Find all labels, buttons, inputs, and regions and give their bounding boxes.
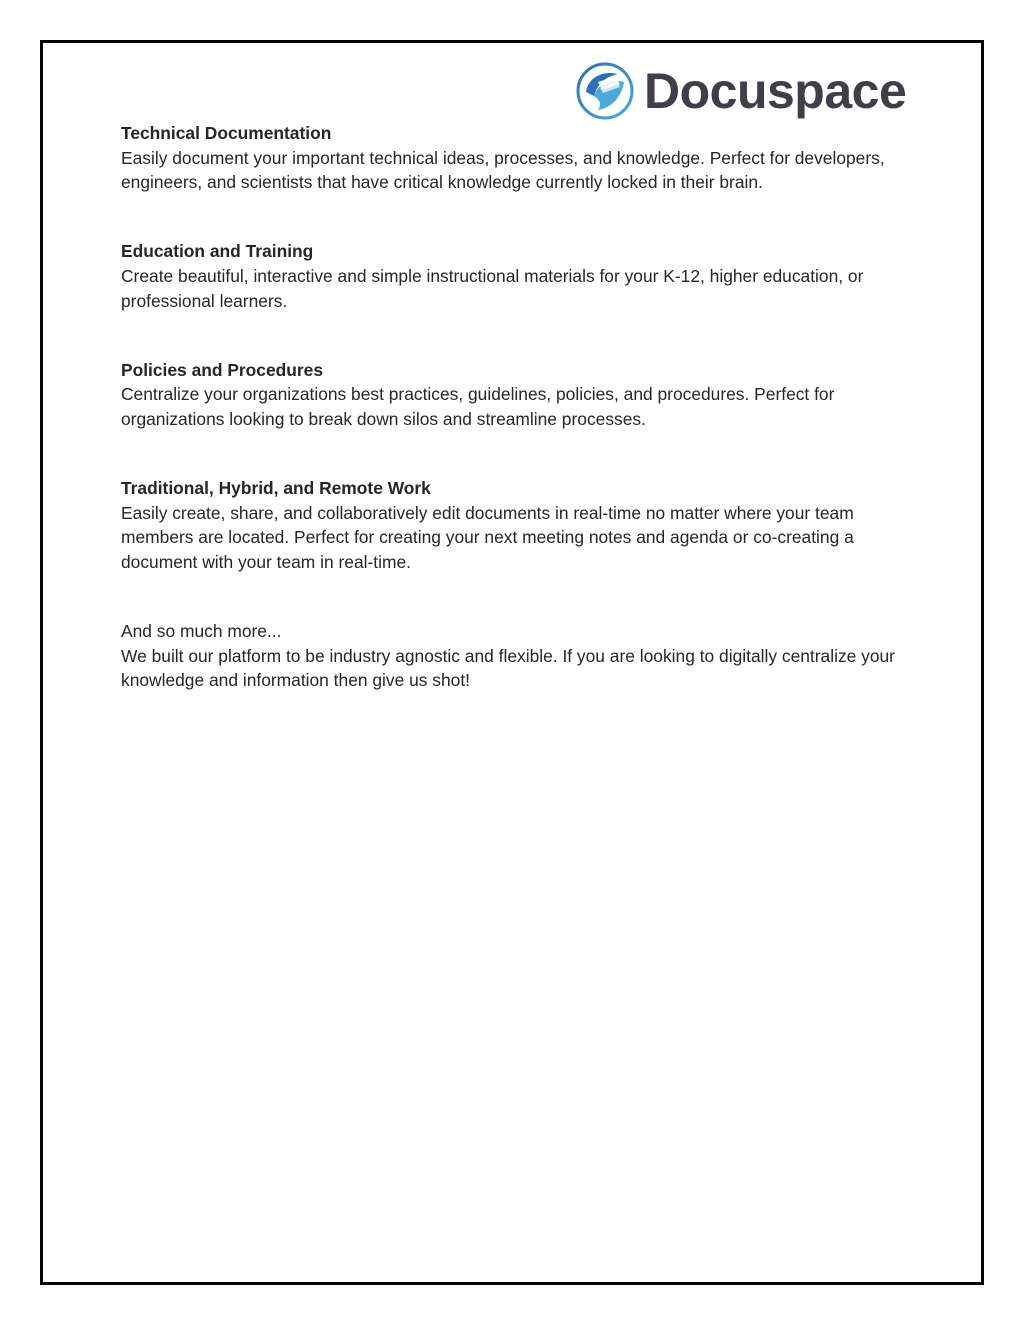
section-body: Centralize your organizations best practices, guidelines, policies, and procedures. Perfect for organizations looking to break down silos and streamline processes. [121, 384, 835, 429]
section-body: Create beautiful, interactive and simple instructional materials for your K-12, higher education, or professional learners. [121, 265, 864, 311]
section-title: Education and Training [121, 241, 314, 262]
section-title: Policies and Procedures [121, 359, 324, 380]
section-title: Traditional, Hybrid, and Remote Work [121, 478, 431, 499]
section-and-so-much-more [121, 619, 911, 693]
brand-name: Docuspace [644, 63, 907, 119]
section-policies-and-procedures [121, 358, 911, 432]
section-body: We built our platform to be industry agnostic and flexible. If you are looking to digitally centralize your knowledge and information then give us shot! [121, 645, 895, 691]
docuspace-logo [576, 60, 906, 122]
section-title: And so much more... [121, 621, 282, 642]
section-title: Technical Documentation [121, 123, 332, 143]
document-swirl-logo-icon [576, 62, 634, 120]
section-body: Easily create, share, and collaboratively edit documents in real-time no matter where your team members are located. Perfect for creating your next meeting notes and agenda or co-creating a document with your team in real-time. [121, 502, 854, 572]
section-body: Easily document your important technical ideas, processes, and knowledge. Perfect for developers, engineers, and scientists that have critical knowledge currently locked in their brain. [121, 147, 885, 193]
document-content [121, 121, 911, 737]
section-remote-work [121, 476, 911, 574]
section-education-and-training [121, 239, 911, 313]
section-technical-documentation [121, 121, 911, 195]
